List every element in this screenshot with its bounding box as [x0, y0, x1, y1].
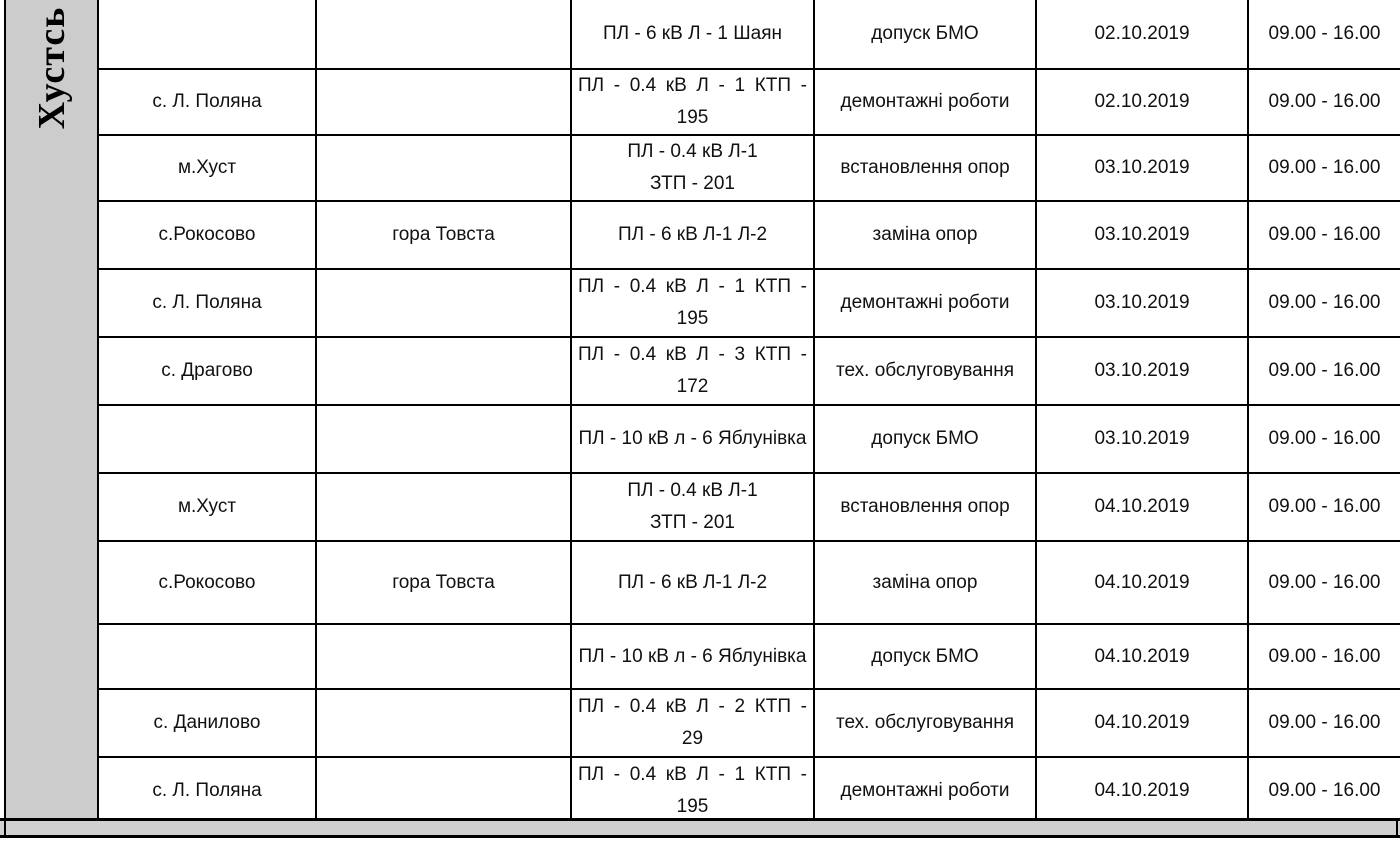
- date-cell: 04.10.2019: [1036, 757, 1248, 825]
- work-type-cell: встановлення опор: [814, 135, 1036, 201]
- date-cell: 04.10.2019: [1036, 541, 1248, 624]
- settlement-cell: с. Л. Поляна: [98, 757, 316, 825]
- substation-name: 172: [676, 376, 709, 397]
- street-cell: [316, 69, 571, 135]
- work-type-cell: демонтажні роботи: [814, 69, 1036, 135]
- date-cell: 03.10.2019: [1036, 269, 1248, 337]
- settlement-cell: с.Рокосово: [98, 201, 316, 269]
- substation-name: 29: [681, 728, 704, 749]
- settlement-cell: с. Л. Поляна: [98, 269, 316, 337]
- table-row: [98, 201, 1400, 269]
- street-cell: [316, 337, 571, 405]
- table-row: [98, 135, 1400, 201]
- settlement-cell: [98, 0, 316, 69]
- power-line-cell: [571, 337, 814, 405]
- table-row: [98, 337, 1400, 405]
- substation-name: ЗТП - 201: [650, 512, 735, 533]
- power-line-name: ПЛ - 0.4 кВ Л - 3 КТП -: [578, 344, 807, 365]
- time-cell: 09.00 - 16.00: [1248, 69, 1400, 135]
- date-cell: 03.10.2019: [1036, 405, 1248, 473]
- date-cell: 04.10.2019: [1036, 624, 1248, 689]
- time-cell: 09.00 - 16.00: [1248, 689, 1400, 757]
- table-row: [98, 624, 1400, 689]
- table-row: [98, 0, 1400, 69]
- settlement-cell: с.Рокосово: [98, 541, 316, 624]
- table-row: [98, 689, 1400, 757]
- power-line-name: ПЛ - 6 кВ Л - 1 Шаян: [602, 23, 783, 44]
- work-type-cell: заміна опор: [814, 541, 1036, 624]
- date-cell: 02.10.2019: [1036, 69, 1248, 135]
- street-cell: гора Товста: [316, 201, 571, 269]
- settlement-cell: [98, 405, 316, 473]
- power-line-cell: [571, 201, 814, 269]
- district-side-panel: [4, 0, 99, 822]
- date-cell: 03.10.2019: [1036, 337, 1248, 405]
- power-line-name: ПЛ - 0.4 кВ Л - 1 КТП -: [578, 764, 807, 785]
- substation-name: ЗТП - 201: [650, 173, 735, 194]
- work-type-cell: допуск БМО: [814, 624, 1036, 689]
- bottom-frame: [0, 818, 1400, 838]
- table-row: [98, 69, 1400, 135]
- time-cell: 09.00 - 16.00: [1248, 135, 1400, 201]
- power-line-cell: [571, 624, 814, 689]
- work-type-cell: допуск БМО: [814, 0, 1036, 69]
- time-cell: 09.00 - 16.00: [1248, 624, 1400, 689]
- work-type-cell: тех. обслуговування: [814, 689, 1036, 757]
- power-line-name: ПЛ - 0.4 кВ Л - 1 КТП -: [578, 276, 807, 297]
- time-cell: 09.00 - 16.00: [1248, 473, 1400, 541]
- substation-name: 195: [676, 308, 709, 329]
- power-line-name: ПЛ - 0.4 кВ Л - 2 КТП -: [578, 696, 807, 717]
- table-row: [98, 405, 1400, 473]
- power-line-cell: [571, 69, 814, 135]
- district-name: Хустсь: [30, 6, 73, 130]
- time-cell: 09.00 - 16.00: [1248, 269, 1400, 337]
- work-type-cell: тех. обслуговування: [814, 337, 1036, 405]
- power-line-cell: [571, 405, 814, 473]
- settlement-cell: с. Драгово: [98, 337, 316, 405]
- power-line-cell: [571, 135, 814, 201]
- time-cell: 09.00 - 16.00: [1248, 0, 1400, 69]
- street-cell: [316, 405, 571, 473]
- settlement-cell: м.Хуст: [98, 473, 316, 541]
- work-type-cell: демонтажні роботи: [814, 269, 1036, 337]
- table-body: [98, 0, 1400, 825]
- settlement-cell: с. Данилово: [98, 689, 316, 757]
- power-line-cell: [571, 473, 814, 541]
- work-type-cell: допуск БМО: [814, 405, 1036, 473]
- power-line-cell: [571, 269, 814, 337]
- date-cell: 04.10.2019: [1036, 689, 1248, 757]
- time-cell: 09.00 - 16.00: [1248, 405, 1400, 473]
- work-type-cell: заміна опор: [814, 201, 1036, 269]
- street-cell: [316, 0, 571, 69]
- street-cell: [316, 624, 571, 689]
- substation-name: 195: [676, 796, 709, 817]
- date-cell: 04.10.2019: [1036, 473, 1248, 541]
- work-type-cell: встановлення опор: [814, 473, 1036, 541]
- power-line-name: ПЛ - 6 кВ Л-1 Л-2: [617, 571, 768, 593]
- table-row: [98, 473, 1400, 541]
- street-cell: [316, 269, 571, 337]
- table-row: [98, 757, 1400, 825]
- street-cell: [316, 689, 571, 757]
- table-row: [98, 269, 1400, 337]
- power-line-name: ПЛ - 0.4 кВ Л - 1 КТП -: [578, 75, 807, 96]
- outage-schedule-table: [97, 0, 1400, 826]
- substation-name: 195: [676, 107, 709, 128]
- power-line-cell: [571, 0, 814, 69]
- power-line-name: ПЛ - 0.4 кВ Л-1: [627, 141, 758, 162]
- power-line-name: ПЛ - 0.4 кВ Л-1: [627, 480, 758, 501]
- work-type-cell: демонтажні роботи: [814, 757, 1036, 825]
- settlement-cell: м.Хуст: [98, 135, 316, 201]
- power-line-cell: [571, 757, 814, 825]
- time-cell: 09.00 - 16.00: [1248, 541, 1400, 624]
- street-cell: [316, 135, 571, 201]
- bottom-frame-inner: [4, 821, 1398, 835]
- date-cell: 03.10.2019: [1036, 135, 1248, 201]
- settlement-cell: [98, 624, 316, 689]
- power-line-name: ПЛ - 10 кВ л - 6 Яблунівка: [578, 428, 807, 449]
- street-cell: [316, 473, 571, 541]
- time-cell: 09.00 - 16.00: [1248, 337, 1400, 405]
- street-cell: гора Товста: [316, 541, 571, 624]
- power-line-cell: [571, 541, 814, 624]
- power-line-name: ПЛ - 6 кВ Л-1 Л-2: [617, 224, 768, 245]
- time-cell: 09.00 - 16.00: [1248, 757, 1400, 825]
- date-cell: 02.10.2019: [1036, 0, 1248, 69]
- street-cell: [316, 757, 571, 825]
- settlement-cell: с. Л. Поляна: [98, 69, 316, 135]
- power-line-name: ПЛ - 10 кВ л - 6 Яблунівка: [578, 645, 807, 667]
- table-row: [98, 541, 1400, 624]
- time-cell: 09.00 - 16.00: [1248, 201, 1400, 269]
- date-cell: 03.10.2019: [1036, 201, 1248, 269]
- power-line-cell: [571, 689, 814, 757]
